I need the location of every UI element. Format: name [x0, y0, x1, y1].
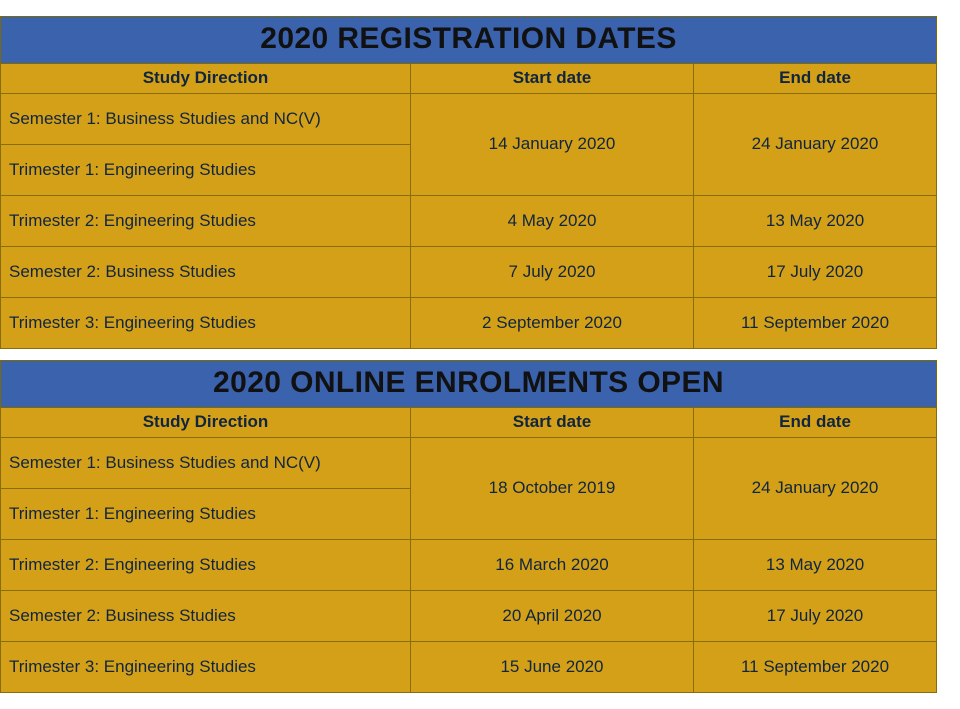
cell-start-date: 2 September 2020: [411, 297, 694, 348]
table-row: [1, 539, 937, 590]
cell-study-direction: Semester 1: Business Studies and NC(V): [1, 93, 411, 144]
column-header-study-direction: Study Direction: [1, 407, 411, 437]
cell-study-direction: Semester 2: Business Studies: [1, 246, 411, 297]
table-banner-row: [1, 361, 937, 408]
cell-start-date-merged: 14 January 2020: [411, 93, 694, 195]
column-header-study-direction: Study Direction: [1, 63, 411, 93]
table-row: [1, 195, 937, 246]
table-row: [1, 437, 937, 488]
table-row: [1, 297, 937, 348]
cell-end-date: 11 September 2020: [694, 297, 937, 348]
column-header-end-date: End date: [694, 63, 937, 93]
cell-end-date: 13 May 2020: [694, 195, 937, 246]
table-row: [1, 246, 937, 297]
cell-start-date: 4 May 2020: [411, 195, 694, 246]
column-header-start-date: Start date: [411, 407, 694, 437]
cell-end-date: 13 May 2020: [694, 539, 937, 590]
registration-dates-table-block: [0, 16, 936, 349]
cell-study-direction: Trimester 2: Engineering Studies: [1, 539, 411, 590]
cell-end-date-merged: 24 January 2020: [694, 93, 937, 195]
cell-start-date: 20 April 2020: [411, 590, 694, 641]
online-enrolments-title-cell: [1, 361, 937, 408]
cell-start-date: 15 June 2020: [411, 641, 694, 692]
cell-start-date-merged: 18 October 2019: [411, 437, 694, 539]
column-header-start-date: Start date: [411, 63, 694, 93]
cell-study-direction: Trimester 3: Engineering Studies: [1, 297, 411, 348]
table-row: [1, 641, 937, 692]
section-title: 2020 ONLINE ENROLMENTS OPEN: [213, 366, 724, 399]
registration-dates-title-cell: [1, 17, 937, 64]
table-header-row: [1, 63, 937, 93]
cell-study-direction: Trimester 1: Engineering Studies: [1, 144, 411, 195]
cell-study-direction: Trimester 2: Engineering Studies: [1, 195, 411, 246]
cell-end-date: 17 July 2020: [694, 590, 937, 641]
cell-end-date-merged: 24 January 2020: [694, 437, 937, 539]
table-row: [1, 93, 937, 144]
cell-study-direction: Trimester 1: Engineering Studies: [1, 488, 411, 539]
page-title: 2020 REGISTRATION DATES: [260, 22, 677, 55]
cell-start-date: 16 March 2020: [411, 539, 694, 590]
column-header-end-date: End date: [694, 407, 937, 437]
table-banner-row: [1, 17, 937, 64]
cell-start-date: 7 July 2020: [411, 246, 694, 297]
online-enrolments-table: [0, 360, 937, 693]
cell-end-date: 11 September 2020: [694, 641, 937, 692]
registration-dates-table: [0, 16, 937, 349]
cell-study-direction: Semester 1: Business Studies and NC(V): [1, 437, 411, 488]
cell-study-direction: Semester 2: Business Studies: [1, 590, 411, 641]
online-enrolments-table-block: [0, 360, 936, 693]
cell-end-date: 17 July 2020: [694, 246, 937, 297]
table-header-row: [1, 407, 937, 437]
table-row: [1, 590, 937, 641]
cell-study-direction: Trimester 3: Engineering Studies: [1, 641, 411, 692]
